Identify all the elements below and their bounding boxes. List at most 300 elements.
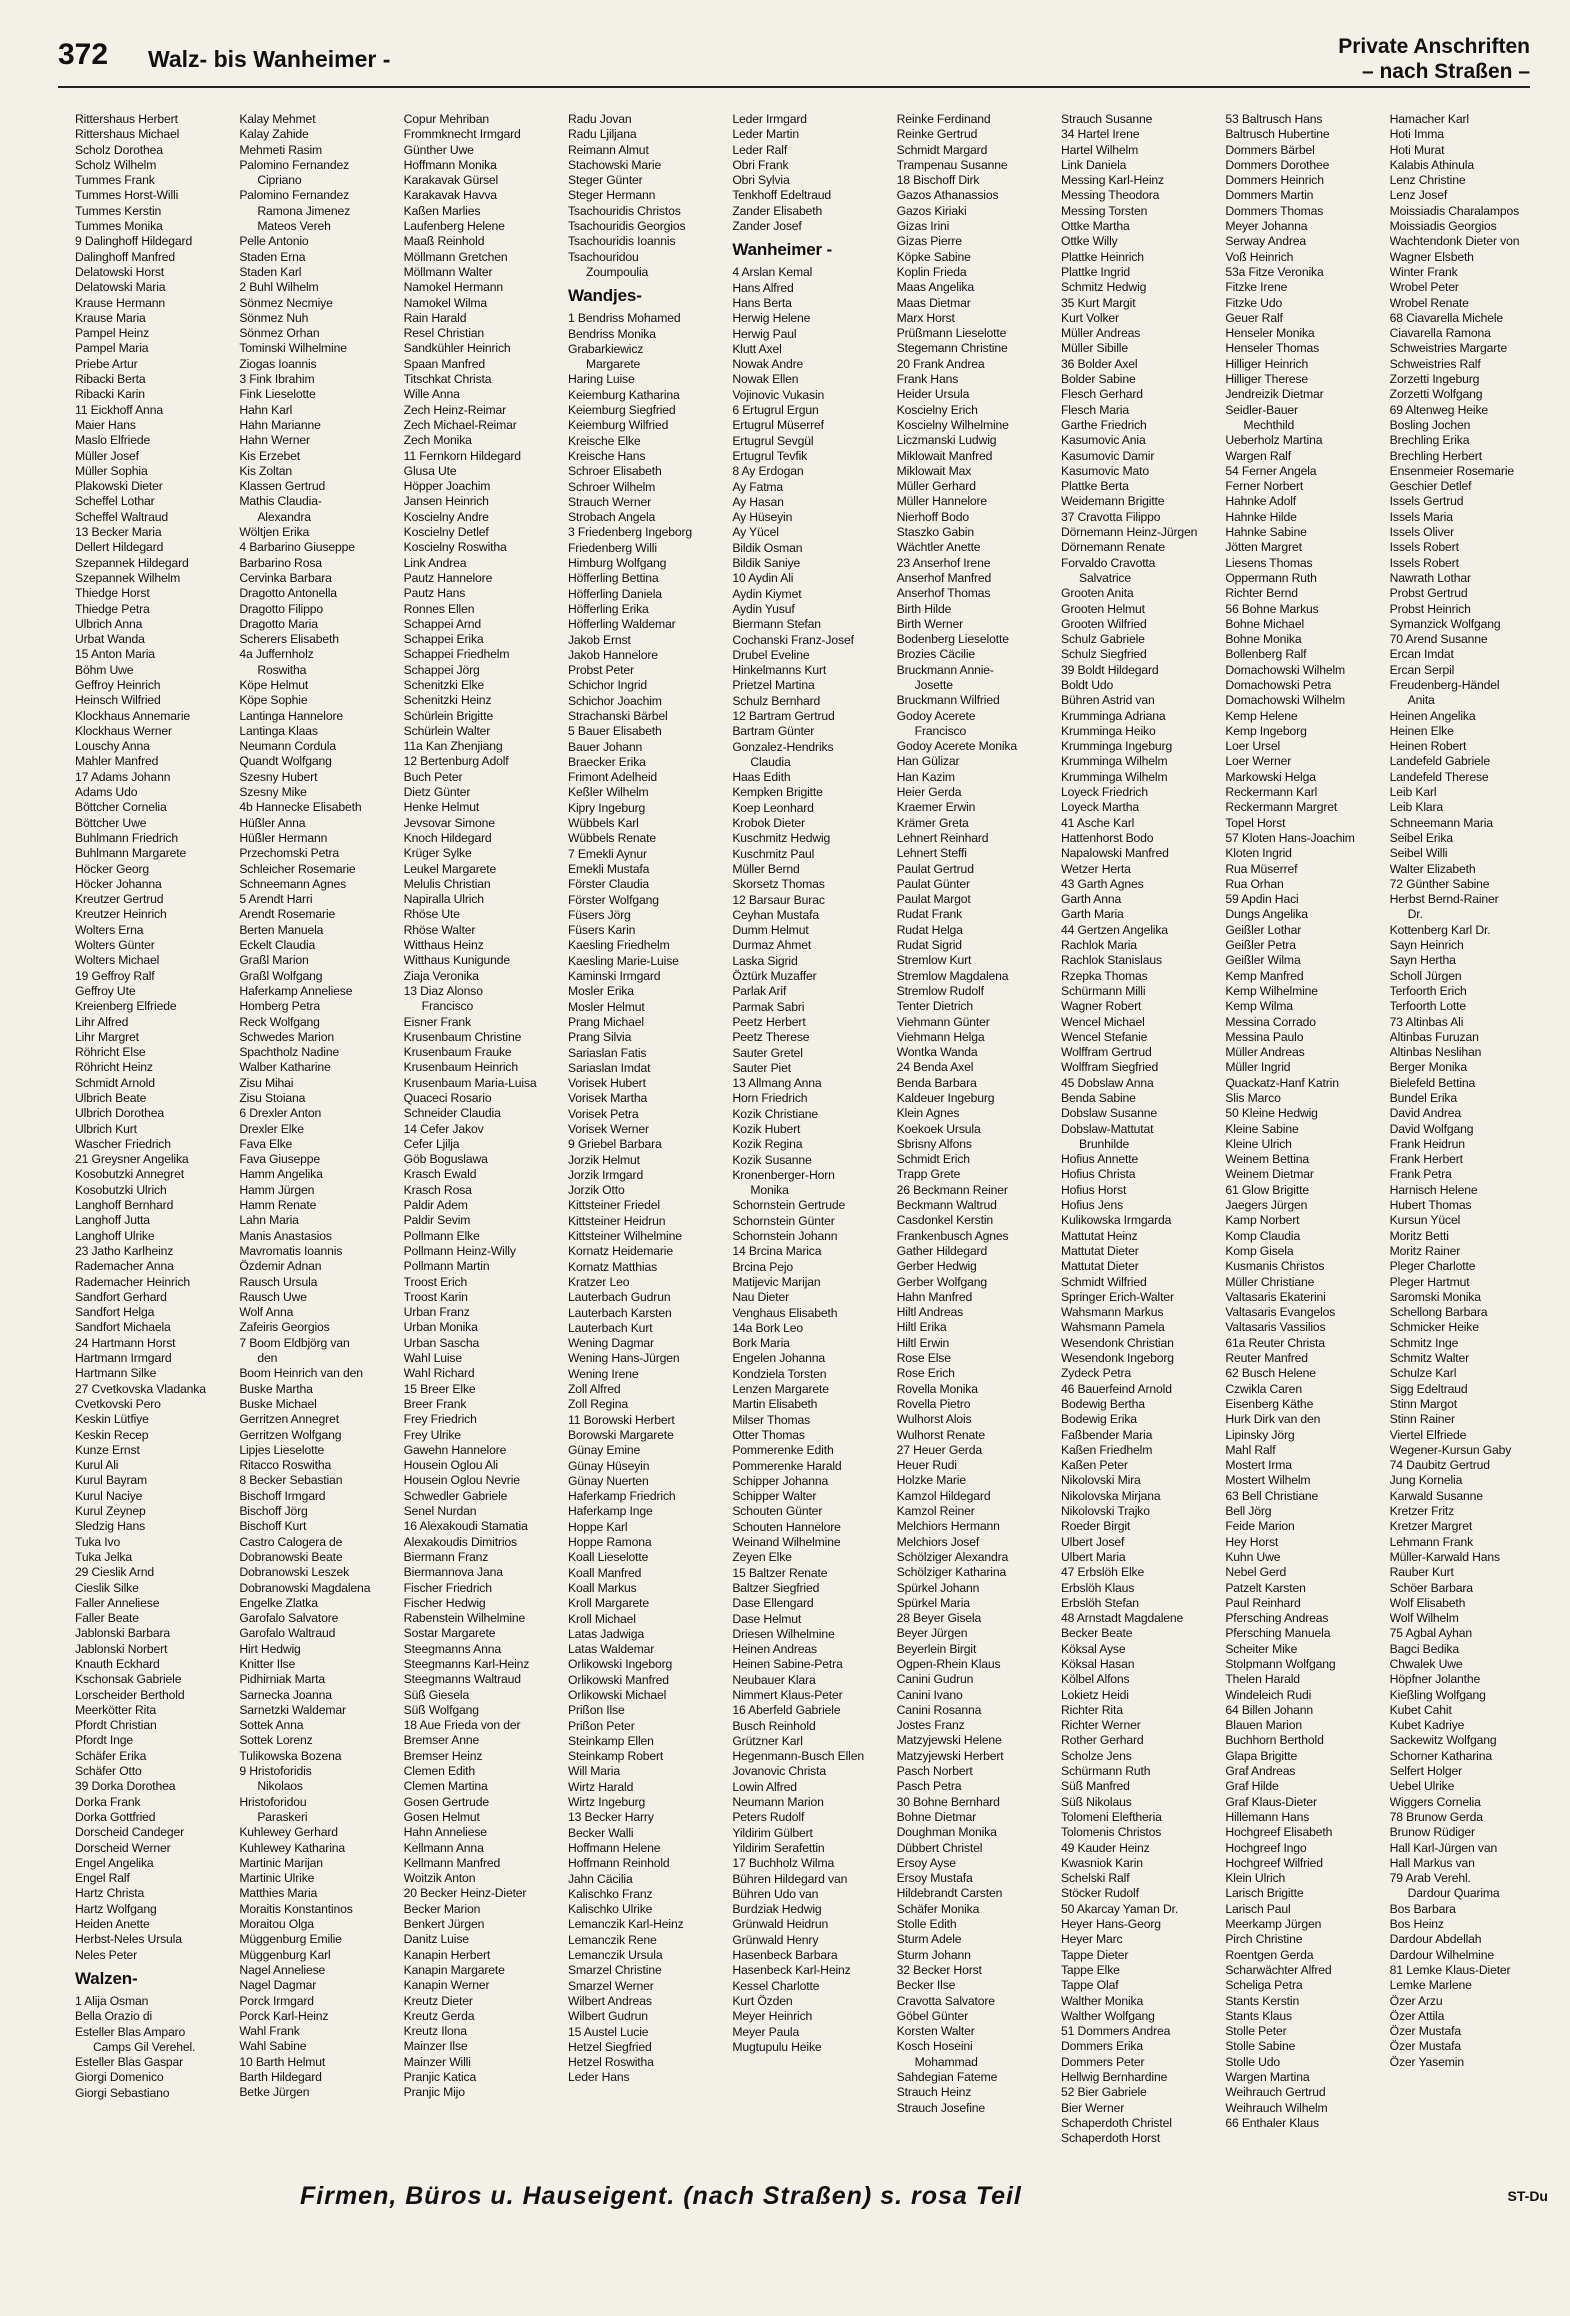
directory-entry: Blauen Marion: [1225, 1718, 1302, 1733]
directory-entry: Serway Andrea: [1225, 234, 1307, 249]
directory-entry: Kreische Hans: [567, 448, 646, 463]
directory-entry: Troost Karin: [403, 1289, 468, 1304]
directory-entry: Kittsteiner Heidrun: [567, 1213, 666, 1228]
directory-entry: Langhoff Ulrike: [75, 1228, 155, 1243]
directory-entry: Probst Peter: [567, 663, 634, 678]
directory-entry: Breer Frank: [403, 1396, 467, 1411]
directory-entry: Jevsovar Simone: [403, 815, 495, 830]
directory-entry: 41 Asche Karl: [1060, 815, 1135, 830]
directory-entry: 72 Günther Sabine: [1389, 876, 1490, 891]
directory-entry: 15 Baltzer Renate: [732, 1565, 828, 1580]
directory-entry: Leib Klara: [1389, 800, 1444, 815]
directory-entry: Drubel Eveline: [732, 647, 810, 662]
directory-entry: Stinn Margot: [1389, 1396, 1457, 1411]
directory-entry: Klein Agnes: [896, 1106, 960, 1121]
directory-entry: Scholz Wilhelm: [75, 157, 157, 172]
directory-column: [897, 112, 1057, 2167]
directory-entry: Rhöse Walter: [403, 922, 476, 937]
directory-entry: Zisu Stoiana: [239, 1091, 306, 1105]
directory-entry: Dorka Frank: [75, 1794, 141, 1809]
directory-entry: Prißon Ilse: [567, 1703, 625, 1718]
directory-entry: Ogpen-Rhein Klaus: [896, 1656, 1001, 1671]
directory-entry: Müggenburg Emilie: [239, 1932, 342, 1947]
directory-entry: Lehmann Frank: [1389, 1534, 1474, 1549]
directory-entry: Pleger Charlotte: [1389, 1259, 1476, 1274]
directory-entry: Koep Leonhard: [732, 800, 814, 815]
directory-entry: Esteller Blas Gaspar: [75, 2055, 184, 2070]
directory-entry: Braecker Erika: [567, 754, 646, 769]
directory-entry: Thiedge Horst: [75, 586, 150, 601]
directory-entry: Smarzel Werner: [567, 1978, 654, 1993]
directory-entry: Lorscheider Berthold: [75, 1687, 185, 1702]
directory-entry: Schappei Friedhelm: [403, 647, 510, 662]
directory-entry: Garofalo Salvatore: [239, 1611, 339, 1626]
directory-entry: Özdemir Adnan: [239, 1259, 322, 1274]
directory-entry: 21 Greysner Angelika: [75, 1152, 189, 1167]
directory-entry: Sahdegian Fateme: [896, 2070, 998, 2084]
directory-entry: Fink Lieselotte: [239, 387, 316, 402]
directory-entry: Göbel Günter: [896, 2008, 969, 2023]
directory-entry: Rademacher Anna: [75, 1259, 174, 1274]
directory-entry: Krause Maria: [75, 310, 146, 325]
directory-entry: Gosen Gertrude: [403, 1794, 489, 1809]
directory-entry: Claudia: [750, 754, 791, 769]
directory-entry: 2 Buhl Wilhelm: [239, 280, 319, 295]
directory-entry: Prißon Peter: [567, 1718, 635, 1733]
directory-entry: 17 Adams Johann: [75, 769, 171, 784]
directory-entry: Dorscheid Werner: [75, 1840, 171, 1855]
directory-entry: Mattutat Heinz: [1060, 1228, 1138, 1243]
directory-entry: Köksal Ayse: [1060, 1641, 1126, 1656]
directory-entry: Koall Lieselotte: [567, 1550, 649, 1565]
directory-entry: 69 Altenweg Heike: [1389, 402, 1489, 417]
directory-entry: Messina Corrado: [1225, 1014, 1316, 1029]
directory-entry: Hetzel Siegfried: [567, 2039, 652, 2054]
directory-entry: 61a Reuter Christa: [1225, 1335, 1325, 1350]
directory-entry: Nikolovska Mirjana: [1060, 1488, 1161, 1503]
directory-entry: Kurul Ali: [75, 1458, 119, 1473]
directory-entry: Louschy Anna: [75, 739, 150, 754]
directory-entry: Viertel Elfriede: [1389, 1427, 1467, 1442]
directory-entry: Kubet Kadriye: [1389, 1718, 1465, 1733]
directory-entry: Grooten Wilfried: [1060, 616, 1147, 631]
directory-entry: Baltrusch Hubertine: [1225, 127, 1330, 142]
directory-entry: Melchiors Hermann: [896, 1519, 1000, 1534]
directory-entry: Kurul Bayram: [75, 1473, 148, 1488]
directory-entry: Stremlow Rudolf: [896, 983, 984, 998]
directory-entry: Schmitz Walter: [1389, 1351, 1470, 1366]
directory-entry: Kornatz Heidemarie: [567, 1244, 673, 1259]
directory-entry: Dragotto Maria: [239, 616, 318, 631]
directory-entry: Schaperdoth Horst: [1060, 2131, 1161, 2146]
directory-entry: Strachanski Bärbel: [567, 708, 668, 723]
directory-entry: Rhöse Ute: [403, 907, 460, 922]
directory-entry: Spürkel Johann: [896, 1580, 980, 1595]
directory-entry: Esteller Blas Amparo: [75, 2024, 186, 2039]
directory-entry: Bell Jörg: [1225, 1504, 1272, 1519]
directory-entry: Lokietz Heidi: [1060, 1687, 1129, 1702]
directory-entry: Neumann Cordula: [239, 739, 336, 754]
directory-entry: Dalinghoff Manfred: [75, 249, 176, 264]
directory-entry: 19 Geffroy Ralf: [75, 968, 155, 983]
directory-entry: Pranjic Mijo: [403, 2085, 465, 2100]
directory-entry: Scholze Jens: [1060, 1748, 1132, 1763]
directory-entry: Jablonski Norbert: [75, 1641, 168, 1656]
directory-entry: Cochanski Franz-Josef: [732, 632, 854, 647]
directory-entry: Rua Orhan: [1225, 876, 1284, 891]
directory-entry: Zander Elisabeth: [732, 203, 823, 218]
directory-entry: Troost Erich: [403, 1274, 468, 1289]
directory-entry: Pautz Hans: [403, 586, 466, 601]
directory-entry: Schichor Ingrid: [567, 678, 648, 693]
directory-entry: Heiden Anette: [75, 1917, 150, 1932]
directory-entry: Köpke Sabine: [896, 249, 971, 264]
directory-entry: Herwig Helene: [732, 311, 811, 326]
directory-entry: Leib Karl: [1389, 785, 1437, 800]
directory-entry: Titschkat Christa: [403, 372, 492, 387]
directory-entry: Pasch Petra: [896, 1779, 962, 1794]
directory-entry: Bundel Erika: [1389, 1091, 1457, 1105]
directory-entry: Staszko Gabin: [896, 525, 974, 540]
directory-entry: Hegenmann-Busch Ellen: [732, 1749, 864, 1764]
directory-entry: Kreutzer Heinrich: [75, 907, 167, 922]
directory-entry: Stolle Edith: [896, 1917, 957, 1932]
directory-entry: Heinen Elke: [1389, 723, 1454, 738]
directory-entry: Schappei Erika: [403, 632, 484, 647]
directory-entry: Wolters Erna: [75, 922, 144, 937]
directory-entry: Scholz Dorothea: [75, 142, 163, 157]
directory-entry: Kosch Hoseini: [896, 2039, 973, 2054]
directory-entry: Sturm Adele: [896, 1932, 962, 1947]
directory-entry: Rausch Uwe: [239, 1289, 307, 1304]
directory-entry: Kurt Volker: [1060, 310, 1119, 325]
directory-entry: Wachtendonk Dieter von: [1389, 234, 1520, 249]
directory-entry: Krusenbaum Heinrich: [403, 1060, 518, 1075]
directory-entry: Herbst Bernd-Rainer: [1389, 892, 1499, 907]
directory-entry: Nikolovski Trajko: [1060, 1504, 1150, 1519]
directory-entry: Dr.: [1407, 907, 1423, 922]
directory-entry: Krüger Sylke: [403, 846, 472, 861]
directory-entry: Pfordt Christian: [75, 1718, 157, 1733]
directory-entry: Hall Karl-Jürgen van: [1389, 1840, 1498, 1855]
directory-entry: Rittershaus Herbert: [75, 112, 178, 126]
directory-entry: Wahl Luise: [403, 1351, 462, 1366]
directory-entry: Anita: [1407, 693, 1435, 708]
directory-entry: Fischer Friedrich: [403, 1580, 492, 1595]
directory-entry: Sariaslan Fatis: [567, 1045, 647, 1060]
directory-entry: Pampel Heinz: [75, 326, 150, 341]
directory-entry: Dommers Dorothee: [1225, 157, 1330, 172]
directory-entry: 46 Bauerfeind Arnold: [1060, 1381, 1172, 1396]
directory-entry: Martinic Marijan: [239, 1855, 323, 1870]
directory-entry: Kleine Ulrich: [1225, 1136, 1292, 1151]
directory-entry: Sandkühler Heinrich: [403, 341, 511, 356]
directory-entry: Kondziela Torsten: [732, 1366, 827, 1381]
directory-entry: Kemp Wilma: [1225, 999, 1293, 1014]
directory-entry: Korsten Walter: [896, 2024, 975, 2039]
directory-entry: Sledzig Hans: [75, 1519, 146, 1534]
directory-entry: 16 Alexakoudi Stamatia: [403, 1519, 528, 1534]
directory-entry: Ersoy Mustafa: [896, 1871, 973, 1886]
directory-entry: Ulbert Maria: [1060, 1549, 1126, 1564]
directory-entry: Laska Sigrid: [732, 953, 798, 968]
directory-entry: Kottenberg Karl Dr.: [1389, 922, 1491, 937]
directory-entry: Wöltjen Erika: [239, 525, 310, 540]
directory-entry: Tappe Olaf: [1060, 1978, 1119, 1993]
directory-entry: Kemp Ingeborg: [1225, 723, 1307, 738]
directory-entry: Ottke Willy: [1060, 234, 1118, 249]
directory-entry: Schenitzki Heinz: [403, 693, 492, 708]
directory-entry: Höcker Georg: [75, 861, 150, 876]
directory-entry: Seidler-Bauer: [1225, 402, 1298, 417]
directory-entry: Chwalek Uwe: [1389, 1656, 1463, 1671]
directory-entry: Berten Manuela: [239, 922, 324, 937]
directory-entry: Vorisek Martha: [567, 1091, 648, 1106]
directory-entry: Steinkamp Robert: [567, 1749, 664, 1764]
directory-entry: Zisu Mihai: [239, 1075, 294, 1090]
directory-entry: Homberg Petra: [239, 999, 321, 1014]
directory-entry: Grabarkiewicz: [567, 341, 644, 356]
directory-entry: Jendreizik Dietmar: [1225, 387, 1324, 402]
directory-entry: Tsachouridis Christos: [567, 203, 681, 218]
directory-entry: 78 Brunow Gerda: [1389, 1809, 1483, 1824]
header-rule: [58, 86, 1530, 88]
directory-entry: Nagel Dagmar: [239, 1978, 317, 1993]
directory-entry: Ziaja Veronika: [403, 968, 479, 983]
directory-entry: Link Andrea: [403, 555, 467, 570]
directory-entry: Weihrauch Wilhelm: [1225, 2100, 1328, 2115]
directory-entry: Langhoff Bernhard: [75, 1198, 174, 1213]
directory-entry: Ulbrich Anna: [75, 616, 143, 631]
directory-entry: Horn Friedrich: [732, 1091, 808, 1106]
directory-entry: Hartz Wolfgang: [75, 1901, 157, 1916]
directory-entry: 1 Bendriss Mohamed: [567, 311, 681, 326]
directory-entry: Krause Hermann: [75, 295, 166, 310]
directory-entry: Kaßen Friedhelm: [1060, 1442, 1153, 1457]
directory-entry: Lipjes Lieselotte: [239, 1442, 325, 1457]
directory-entry: Wolf Wilhelm: [1389, 1611, 1459, 1626]
directory-entry: Wesendonk Ingeborg: [1060, 1351, 1174, 1366]
directory-entry: Brechling Erika: [1389, 433, 1470, 448]
directory-entry: Reck Wolfgang: [239, 1014, 320, 1029]
directory-entry: Jorzik Otto: [567, 1183, 625, 1198]
directory-entry: Kreutz Dieter: [403, 1993, 473, 2008]
directory-entry: Altinbas Neslihan: [1389, 1045, 1482, 1060]
directory-entry: 18 Bischoff Dirk: [896, 173, 980, 188]
directory-entry: Schellong Barbara: [1389, 1305, 1488, 1320]
directory-entry: Weidemann Brigitte: [1060, 494, 1165, 509]
directory-entry: Leder Martin: [732, 127, 799, 142]
directory-entry: Richter Bernd: [1225, 586, 1298, 601]
directory-entry: 74 Daubitz Gertrud: [1389, 1458, 1490, 1473]
directory-entry: Canini Gudrun: [896, 1672, 974, 1687]
directory-entry: Koscielny Wilhelmine: [896, 417, 1009, 432]
directory-entry: Moritz Betti: [1389, 1228, 1449, 1243]
directory-entry: Mattutat Dieter: [1060, 1259, 1139, 1274]
directory-entry: Erbslöh Stefan: [1060, 1595, 1139, 1610]
directory-entry: Messing Karl-Heinz: [1060, 173, 1164, 188]
directory-entry: Kroll Michael: [567, 1611, 636, 1626]
directory-entry: Frank Petra: [1389, 1167, 1452, 1182]
directory-entry: Bartram Günter: [732, 724, 815, 739]
directory-entry: Szepannek Wilhelm: [75, 570, 181, 585]
directory-entry: Bier Werner: [1060, 2100, 1125, 2115]
footer-note: Firmen, Büros u. Hauseigent. (nach Straßen) s. rosa Teil: [300, 2182, 1022, 2210]
directory-entry: Melulis Christian: [403, 876, 491, 891]
directory-entry: Hilliger Heinrich: [1225, 356, 1309, 371]
directory-entry: David Wolfgang: [1389, 1121, 1474, 1136]
directory-entry: Pidhirniak Marta: [239, 1672, 325, 1687]
directory-entry: Rovella Pietro: [896, 1396, 971, 1411]
directory-entry: Clemen Edith: [403, 1764, 476, 1779]
directory-entry: 23 Jatho Karlheinz: [75, 1243, 174, 1258]
directory-entry: Meerkamp Jürgen: [1225, 1917, 1322, 1932]
directory-entry: Napalowski Manfred: [1060, 846, 1169, 861]
directory-entry: Ribacki Berta: [75, 372, 146, 387]
directory-entry: Paldir Adem: [403, 1198, 468, 1213]
directory-entry: Krumminga Heiko: [1060, 723, 1156, 738]
directory-entry: 4 Barbarino Giuseppe: [239, 540, 355, 555]
directory-entry: Tsachouridis Ioannis: [567, 234, 676, 249]
directory-entry: Hartmann Silke: [75, 1366, 157, 1381]
directory-entry: Drexler Elke: [239, 1121, 304, 1136]
directory-entry: Bolder Sabine: [1060, 372, 1136, 387]
directory-entry: Dragotto Filippo: [239, 601, 323, 616]
directory-entry: Castro Calogera de: [239, 1534, 343, 1549]
directory-entry: Valtasaris Evangelos: [1225, 1305, 1336, 1320]
directory-entry: Özer Yasemin: [1389, 2054, 1464, 2069]
directory-entry: Jaegers Jürgen: [1225, 1198, 1308, 1213]
directory-entry: 34 Hartel Irene: [1060, 127, 1140, 142]
directory-entry: Ulbrich Dorothea: [75, 1106, 165, 1121]
directory-entry: Plattke Heinrich: [1060, 249, 1144, 264]
directory-entry: 51 Dommers Andrea: [1060, 2024, 1171, 2039]
directory-entry: Sottek Anna: [239, 1718, 304, 1733]
directory-entry: Mateos Vereh: [257, 219, 331, 234]
directory-entry: Loyeck Friedrich: [1060, 785, 1148, 800]
directory-entry: Höcker Johanna: [75, 876, 162, 891]
directory-entry: Kasumovic Damir: [1060, 448, 1155, 463]
directory-entry: 75 Agbal Ayhan: [1389, 1626, 1473, 1641]
directory-entry: Gawehn Hannelore: [403, 1442, 507, 1457]
directory-entry: Schornstein Johann: [732, 1229, 838, 1244]
directory-entry: Wübbels Renate: [567, 831, 656, 846]
directory-entry: Krumminga Adriana: [1060, 708, 1166, 723]
directory-entry: Bollenberg Ralf: [1225, 647, 1307, 662]
directory-entry: Pelle Antonio: [239, 234, 309, 249]
directory-entry: Sayn Hertha: [1389, 953, 1456, 968]
directory-entry: Nikolovski Mira: [1060, 1473, 1141, 1488]
directory-entry: Peetz Therese: [732, 1030, 810, 1045]
directory-entry: 3 Friedenberg Ingeborg: [567, 525, 693, 540]
directory-entry: 9 Griebel Barbara: [567, 1137, 662, 1152]
directory-entry: Pollmann Heinz-Willy: [403, 1243, 516, 1258]
directory-entry: Rain Harald: [403, 310, 467, 325]
directory-entry: Dörnemann Heinz-Jürgen: [1060, 525, 1198, 540]
directory-entry: Wulhorst Alois: [896, 1412, 972, 1427]
region-tag: ST-Du: [1507, 2188, 1548, 2204]
directory-entry: Steger Günter: [567, 173, 643, 188]
directory-entry: Jansen Heinrich: [403, 494, 489, 509]
directory-entry: Hoppe Ramona: [567, 1535, 652, 1550]
directory-entry: Dobslaw Susanne: [1060, 1106, 1157, 1121]
directory-entry: Tappe Dieter: [1060, 1947, 1129, 1962]
directory-entry: Bischoff Irmgard: [239, 1488, 326, 1503]
directory-entry: Liczmanski Ludwig: [896, 433, 997, 448]
directory-entry: Zech Monika: [403, 433, 472, 448]
directory-entry: Kurt Özden: [732, 1993, 793, 2008]
directory-entry: Dobranowski Beate: [239, 1549, 343, 1564]
directory-entry: Grünwald Henry: [732, 1932, 819, 1947]
directory-entry: Winter Frank: [1389, 264, 1458, 279]
directory-entry: Wargen Ralf: [1225, 448, 1291, 463]
directory-entry: Müller-Karwald Hans: [1389, 1549, 1500, 1564]
directory-entry: Tummes Horst-Willi: [75, 188, 179, 203]
directory-entry: Larisch Paul: [1225, 1901, 1291, 1916]
directory-entry: Liesens Thomas: [1225, 555, 1313, 570]
directory-entry: Hasenbeck Barbara: [732, 1948, 838, 1963]
directory-entry: Bühren Astrid van: [1060, 693, 1155, 708]
directory-entry: Pautz Hannelore: [403, 570, 493, 585]
directory-entry: Steegmanns Waltraud: [403, 1672, 521, 1687]
directory-entry: Seibel Willi: [1389, 846, 1448, 861]
directory-entry: Paul Reinhard: [1225, 1595, 1301, 1610]
directory-entry: Reckermann Karl: [1225, 785, 1318, 800]
directory-entry: 4a Juffernholz: [239, 647, 314, 662]
directory-entry: Mattutat Dieter: [1060, 1243, 1139, 1258]
directory-entry: Schulz Bernhard: [732, 693, 821, 708]
directory-entry: Spürkel Maria: [896, 1595, 970, 1610]
directory-entry: Ay Hüseyin: [732, 510, 793, 525]
directory-entry: Hans Berta: [732, 295, 792, 310]
directory-entry: Krasch Rosa: [403, 1182, 472, 1197]
directory-entry: Köksal Hasan: [1060, 1656, 1135, 1671]
directory-entry: Hartel Wilhelm: [1060, 142, 1139, 157]
directory-entry: Mostert Wilhelm: [1225, 1473, 1311, 1488]
directory-entry: Messing Torsten: [1060, 203, 1148, 218]
directory-entry: Dobslaw-Mattutat: [1060, 1121, 1154, 1136]
directory-entry: Hamm Jürgen: [239, 1182, 315, 1197]
directory-entry: Koscielny Detlef: [403, 525, 489, 540]
directory-entry: Peetz Herbert: [732, 1014, 806, 1029]
directory-entry: Birth Werner: [896, 616, 964, 631]
directory-entry: Schürmann Milli: [1060, 983, 1146, 998]
directory-entry: Salvatrice: [1078, 570, 1131, 585]
directory-entry: Sottek Lorenz: [239, 1733, 313, 1748]
directory-entry: Pasch Norbert: [896, 1764, 973, 1779]
directory-entry: Eisenberg Käthe: [1225, 1396, 1314, 1411]
directory-entry: Maas Dietmar: [896, 295, 971, 310]
directory-entry: Tominski Wilhelmine: [239, 341, 347, 356]
directory-entry: Dumm Helmut: [732, 923, 809, 938]
directory-entry: 13 Diaz Alonso: [403, 983, 483, 998]
directory-entry: Garthe Friedrich: [1060, 417, 1147, 432]
directory-entry: Schöer Barbara: [1389, 1580, 1473, 1595]
directory-entry: Nawrath Lothar: [1389, 570, 1471, 585]
directory-entry: Lenz Josef: [1389, 188, 1448, 203]
directory-entry: 13 Becker Maria: [75, 525, 162, 540]
directory-entry: Özer Mustafa: [1389, 2039, 1462, 2054]
directory-entry: 10 Aydin Ali: [732, 571, 794, 586]
directory-entry: Kaesling Friedhelm: [567, 938, 670, 953]
directory-entry: Hellwig Bernhardine: [1060, 2070, 1168, 2084]
directory-entry: 3 Fink Ibrahim: [239, 372, 315, 387]
directory-entry: Müggenburg Karl: [239, 1947, 331, 1962]
directory-entry: 13 Becker Harry: [567, 1810, 654, 1825]
directory-entry: Richter Werner: [1060, 1718, 1141, 1733]
directory-entry: Kuhn Uwe: [1225, 1549, 1281, 1564]
directory-entry: Pampel Maria: [75, 341, 149, 356]
